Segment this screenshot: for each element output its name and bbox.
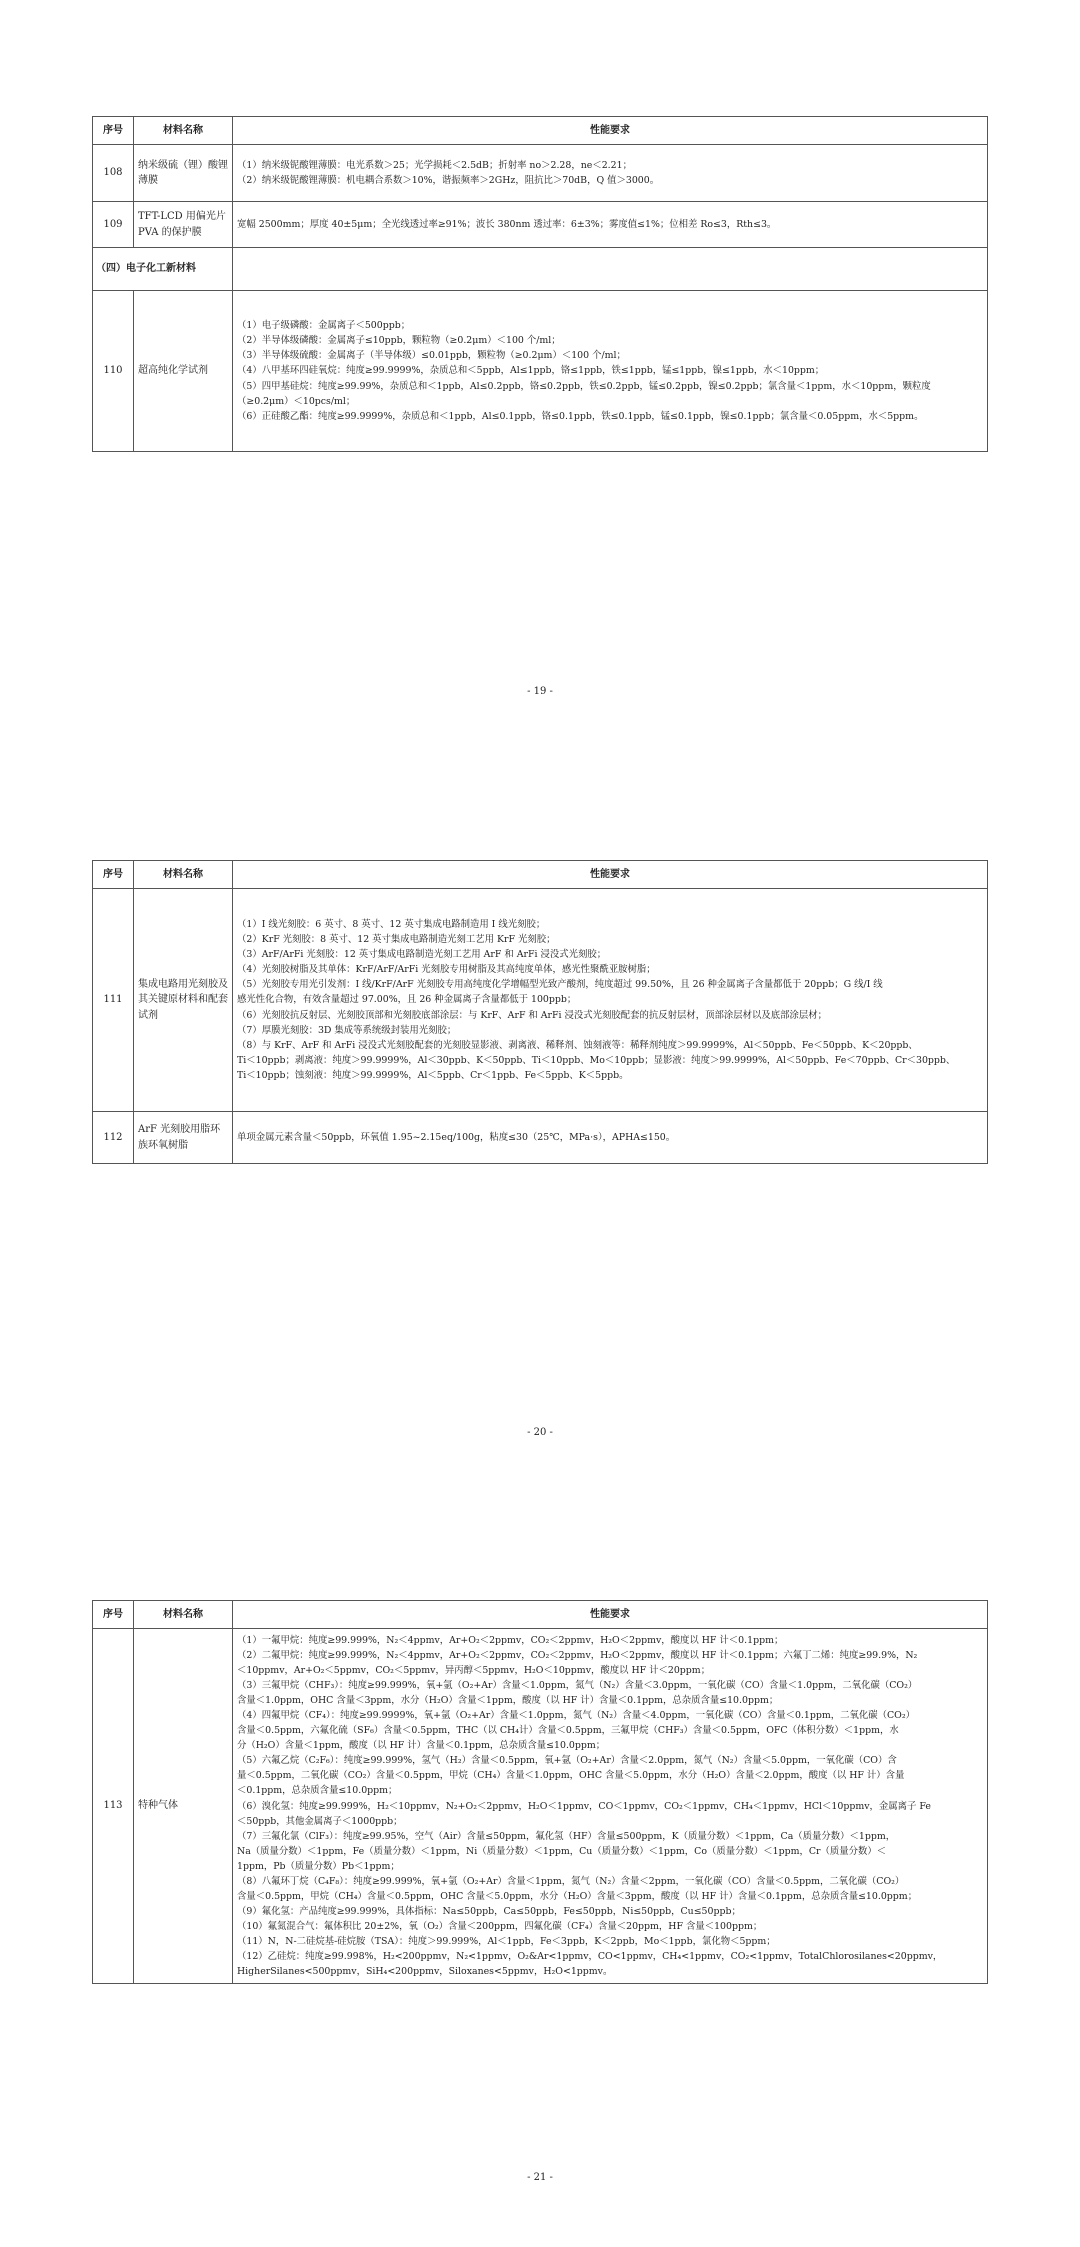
requirement-line: 1ppm，Pb（质量分数）Pb＜1ppm； [237, 1860, 400, 1872]
requirement-cell [233, 889, 988, 1112]
row-number: 110 [93, 291, 134, 452]
requirement-line: （6）溴化氢：纯度≥99.999%，H₂＜10ppmv，N₂+O₂＜2ppmv，H₂O＜1ppmv，CO＜1ppmv，CO₂＜1ppmv，CH₄＜1ppmv，HCl＜10ppmv，金属离子 Fe [237, 1800, 931, 1812]
requirement-line: Ti＜10ppb；剥离液：纯度＞99.9999%，Al＜30ppb、K＜50ppb、Ti＜10ppb、Mo＜10ppb；显影液：纯度＞99.9999%，Al＜50ppb、Fe＜70ppb、Cr＜30ppb、 [237, 1054, 956, 1066]
requirement-line: 量＜0.5ppm，二氧化碳（CO₂）含量＜0.5ppm，甲烷（CH₄）含量＜1.0ppm，OHC 含量＜5.0ppm，水分（H₂O）含量＜2.0ppm，酸度（以 HF 计）含量 [237, 1770, 905, 1782]
requirement-cell [233, 1629, 988, 1984]
row-number: 111 [93, 889, 134, 1112]
requirement-line: （1）电子级磷酸：金属离子＜500ppb； [237, 320, 411, 332]
requirement-line: Na（质量分数）＜1ppm，Fe（质量分数）＜1ppm，Ni（质量分数）＜1ppm，Cu（质量分数）＜1ppm，Co（质量分数）＜1ppm，Cr（质量分数）＜ [237, 1845, 887, 1857]
requirement-line: （10）氟氮混合气：氟体积比 20±2%，氧（O₂）含量＜200ppm，四氟化碳（CF₄）含量＜20ppm，HF 含量＜100ppm； [237, 1920, 763, 1932]
header-no: 序号 [93, 1601, 134, 1629]
header-no: 序号 [93, 117, 134, 145]
requirement-line: （2）二氟甲烷：纯度≥99.999%，N₂＜4ppmv，Ar+O₂＜2ppmv，CO₂＜2ppmv，H₂O＜2ppmv，酸度以 HF 计＜0.1ppm；六氟丁二烯：纯度≥99.9%，N₂ [237, 1650, 918, 1662]
requirement-line: （8）与 KrF、ArF 和 ArFi 浸没式光刻胶配套的光刻胶显影液、剥离液、稀释剂、蚀刻液等：稀释剂纯度＞99.9999%，Al＜50ppb、Fe＜50ppb、K＜20ppb、 [237, 1039, 918, 1051]
page-number: - 21 - [527, 2172, 553, 2183]
requirement-line: （4）八甲基环四硅氧烷：纯度≥99.9999%，杂质总和＜5ppb，Al≤1ppb，铬≤1ppb，铁≤1ppb，锰≤1ppb，镍≤1ppb，水＜10ppm； [237, 365, 825, 377]
requirement-line: （1）一氟甲烷：纯度≥99.999%，N₂＜4ppmv，Ar+O₂＜2ppmv，CO₂＜2ppmv，H₂O＜2ppmv，酸度以 HF 计＜0.1ppm； [237, 1635, 784, 1646]
row-number: 113 [93, 1629, 134, 1984]
requirement-line: （3）三氟甲烷（CHF₃）：纯度≥99.999%，氧+氩（O₂+Ar）含量＜1.0ppm，氮气（N₂）含量＜3.0ppm，一氧化碳（CO）含量＜1.0ppm，二氧化碳（CO₂） [237, 1680, 918, 1692]
requirement-line: 宽幅 2500mm；厚度 40±5μm；全光线透过率≥91%；波长 380nm 透过率：6±3%；雾度值≤1%；位相差 Ro≤3，Rth≤3。 [237, 218, 777, 230]
material-name: 集成电路用光刻胶及其关键原材料和配套试剂 [134, 889, 233, 1112]
table-header-row [93, 117, 988, 145]
row-number: 112 [93, 1112, 134, 1164]
requirement-line: （1）I 线光刻胶：6 英寸、8 英寸、12 英寸集成电路制造用 I 线光刻胶； [237, 919, 546, 931]
header-requirement: 性能要求 [233, 861, 988, 889]
table-header-row [93, 1601, 988, 1629]
page-number: - 20 - [527, 1427, 553, 1438]
requirement-line: （4）光刻胶树脂及其单体：KrF/ArF/ArFi 光刻胶专用树脂及其高纯度单体，感光性聚酰亚胺树脂； [237, 964, 656, 976]
requirement-line: （9）氟化氢：产品纯度≥99.999%，具体指标：Na≤50ppb，Ca≤50ppb，Fe≤50ppb，Ni≤50ppb，Cu≤50ppb； [237, 1905, 741, 1917]
requirement-cell [233, 202, 988, 248]
requirement-line: （2）半导体级磷酸：金属离子≤10ppb，颗粒物（≥0.2μm）＜100 个/ml； [237, 335, 561, 347]
material-name: TFT-LCD 用偏光片 PVA 的保护膜 [134, 202, 233, 248]
material-name: 超高纯化学试剂 [134, 291, 233, 452]
material-name: 特种气体 [134, 1629, 233, 1984]
requirement-cell [233, 145, 988, 202]
requirement-line: HigherSilanes<500ppmv，SiH₄<200ppmv，Siloxanes<5ppmv，H₂O<1ppmv。 [237, 1966, 613, 1978]
requirement-line: 单项金属元素含量＜50ppb，环氧值 1.95~2.15eq/100g，粘度≤30（25℃，MPa·s），APHA≤150。 [237, 1131, 676, 1143]
requirement-line: （5）四甲基硅烷：纯度≥99.99%，杂质总和＜1ppb，Al≤0.2ppb，铬≤0.2ppb，铁≤0.2ppb，锰≤0.2ppb，镍≤0.2ppb；氯含量＜1ppm，水＜10ppm，颗粒度 [237, 380, 931, 392]
requirement-line: （4）四氟甲烷（CF₄）：纯度≥99.9999%，氧+氩（O₂+Ar）含量＜1.0ppm，氮气（N₂）含量＜4.0ppm，一氧化碳（CO）含量＜0.1ppm，二氧化碳（CO₂） [237, 1710, 915, 1722]
table-row [93, 1112, 988, 1164]
requirement-line: （2）KrF 光刻胶：8 英寸、12 英寸集成电路制造光刻工艺用 KrF 光刻胶； [237, 934, 556, 946]
header-no: 序号 [93, 861, 134, 889]
header-requirement: 性能要求 [233, 117, 988, 145]
page-number: - 19 - [527, 686, 553, 697]
table-row [93, 1629, 988, 1984]
header-material: 材料名称 [134, 1601, 233, 1629]
table-header-row [93, 861, 988, 889]
table-row [93, 889, 988, 1112]
section-row [93, 248, 988, 291]
requirement-line: （6）光刻胶抗反射层、光刻胶顶部和光刻胶底部涂层：与 KrF、ArF 和 ArFi 浸没式光刻胶配套的抗反射层材，顶部涂层材以及底部涂层材； [237, 1009, 828, 1021]
spec-table-page-20 [92, 860, 988, 1164]
header-material: 材料名称 [134, 861, 233, 889]
requirement-line: （6）正硅酸乙酯：纯度≥99.9999%，杂质总和＜1ppb，Al≤0.1ppb，铬≤0.1ppb，铁≤0.1ppb，锰≤0.1ppb，镍≤0.1ppb；氯含量＜0.05ppm，水＜5ppm。 [237, 410, 924, 422]
row-number: 108 [93, 145, 134, 202]
header-requirement: 性能要求 [233, 1601, 988, 1629]
requirement-line: ＜10ppmv，Ar+O₂＜5ppmv，CO₂＜5ppmv，异丙醇＜5ppmv，H₂O＜10ppmv，酸度以 HF 计＜20ppm； [237, 1665, 711, 1677]
requirement-line: 含量＜0.5ppm，甲烷（CH₄）含量＜0.5ppm，OHC 含量＜5.0ppm，水分（H₂O）含量＜3ppm，酸度（以 HF 计）含量＜0.1ppm，总杂质含量≤10.0ppm； [237, 1890, 918, 1902]
requirement-line: （5）六氟乙烷（C₂F₆）：纯度≥99.999%，氢气（H₂）含量＜0.5ppm，氧+氩（O₂+Ar）含量＜2.0ppm，氮气（N₂）含量＜5.0ppm，一氧化碳（CO）含 [237, 1755, 897, 1767]
row-number: 109 [93, 202, 134, 248]
requirement-line: （5）光刻胶专用光引发剂：I 线/KrF/ArF 光刻胶专用高纯度化学增幅型光致产酸剂，纯度超过 99.50%，且 26 种金属离子含量都低于 20ppb；G 线/I 线 [237, 979, 883, 991]
table-row [93, 145, 988, 202]
requirement-line: ＜50ppb，其他金属离子＜1000ppb； [237, 1815, 403, 1827]
section-empty-cell [233, 248, 988, 291]
requirement-line: （3）半导体级硫酸：金属离子（半导体级）≤0.01ppb，颗粒物（≥0.2μm）＜100 个/ml； [237, 350, 626, 362]
table-row [93, 291, 988, 452]
requirement-cell [233, 291, 988, 452]
requirement-line: 分（H₂O）含量＜1ppm，酸度（以 HF 计）含量＜0.1ppm，总杂质含量≤10.0ppm； [237, 1740, 606, 1752]
spec-table-page-19 [92, 116, 988, 452]
material-name: ArF 光刻胶用脂环族环氧树脂 [134, 1112, 233, 1164]
requirement-line: （8）八氟环丁烷（C₄F₈）：纯度≥99.999%，氧+氩（O₂+Ar）含量＜1ppm，氮气（N₂）含量＜2ppm，一氧化碳（CO）含量＜0.5ppm，二氧化碳（CO₂） [237, 1875, 905, 1887]
requirement-line: （3）ArF/ArFi 光刻胶：12 英寸集成电路制造光刻工艺用 ArF 和 ArFi 浸没式光刻胶； [237, 949, 607, 961]
requirement-line: （7）三氟化氯（ClF₃）：纯度≥99.95%，空气（Air）含量≤50ppm，氟化氢（HF）含量≤500ppm，K（质量分数）＜1ppm，Ca（质量分数）＜1ppm， [237, 1830, 896, 1842]
requirement-line: Ti＜10ppb；蚀刻液：纯度＞99.9999%，Al＜5ppb、Cr＜1ppb、Fe＜5ppb、K＜5ppb。 [237, 1069, 629, 1081]
requirement-line: （11）N，N-二硅烷基-硅烷胺（TSA）：纯度＞99.999%，Al＜1ppb，Fe＜3ppb，K＜2ppb，Mo＜1ppb，氯化物＜5ppm； [237, 1935, 776, 1947]
requirement-line: 含量＜1.0ppm，OHC 含量＜3ppm，水分（H₂O）含量＜1ppm，酸度（以 HF 计）含量＜0.1ppm，总杂质含量≤10.0ppm； [237, 1695, 779, 1707]
section-heading: （四）电子化工新材料 [93, 248, 233, 291]
requirement-line: （12）乙硅烷：纯度≥99.998%，H₂<200ppmv，N₂<1ppmv，O₂&Ar<1ppmv，CO<1ppmv，CH₄<1ppmv，CO₂<1ppmv，TotalChlorosilanes<20ppmv， [237, 1950, 943, 1962]
requirement-line: 感光性化合物，有效含量超过 97.00%，且 26 种金属离子含量都低于 100ppb； [237, 994, 577, 1006]
material-name: 纳米级硫（锂）酸锂薄膜 [134, 145, 233, 202]
requirement-line: ＜0.1ppm，总杂质含量≤10.0ppm； [237, 1785, 398, 1797]
requirement-line: （≥0.2μm）＜10pcs/ml； [237, 395, 356, 407]
requirement-line: （1）纳米级铌酸锂薄膜：电光系数＞25；光学损耗＜2.5dB；折射率 no＞2.28，ne＜2.21； [237, 159, 632, 171]
requirement-cell [233, 1112, 988, 1164]
header-material: 材料名称 [134, 117, 233, 145]
requirement-line: 含量＜0.5ppm，六氟化硫（SF₆）含量＜0.5ppm，THC（以 CH₄计）含量＜0.5ppm，三氟甲烷（CHF₃）含量＜0.5ppm，OFC（体积分数）＜1ppm，水 [237, 1725, 899, 1737]
requirement-line: （2）纳米级铌酸锂薄膜：机电耦合系数＞10%，谐振频率＞2GHz，阻抗比＞70dB，Q 值＞3000。 [237, 175, 660, 186]
spec-table-page-21 [92, 1600, 988, 1984]
table-row [93, 202, 988, 248]
requirement-line: （7）厚膜光刻胶：3D 集成等系统级封装用光刻胶； [237, 1024, 457, 1036]
